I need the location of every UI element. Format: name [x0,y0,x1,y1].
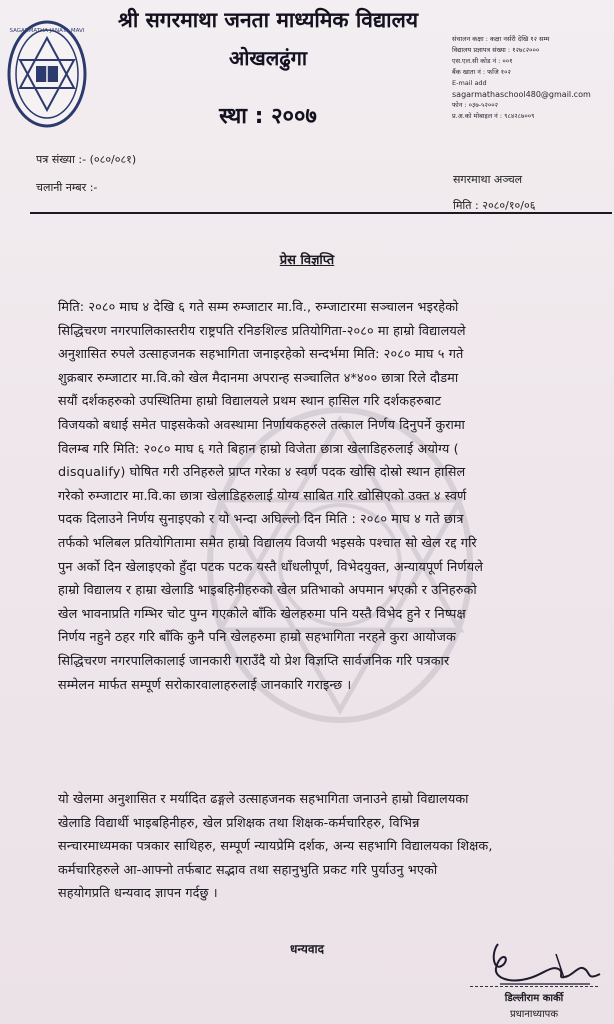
contact-phone: फोन : ०३७-५२००२ [452,101,499,109]
letter-date: मिति : २०८०/१०/०६ [453,199,536,212]
reference-number: पत्र संख्या :- (०८०/०८१) [36,153,137,166]
contact-line: विद्यालय प्रज्ञापत्र संख्या : १२७८२००० [452,46,540,54]
signatory-name: डिल्लीराम कार्की [504,993,564,1004]
paragraph-line: निर्णय नहुने ठहर गरि बाँकि कुनै पनि खेलहरुमा हाम्रो सहभागिता नरहने कुरा आयोजक [58,630,456,646]
svg-text:SAGARMATHA JANATA MAVI: SAGARMATHA JANATA MAVI [9,28,85,34]
paragraph-line: सन्चारमाध्यमका पत्रकार साथिहरु, सम्पूर्ण न्यायप्रेमि दर्शक, अन्य सहभागि विद्यालयका शिक्षक, [58,839,493,855]
header-divider [30,212,612,214]
body-paragraph-2 [58,788,566,906]
established-year: स्था : २००७ [219,104,317,129]
paragraph-line: सिद्धिचरण नगरपालिकास्तरीय राष्ट्रपति रनिङशिल्ड प्रतियोगिता-२०८० मा हाम्रो विद्यालयले [58,323,466,339]
signature-image [460,934,610,994]
contact-line: बैंक खाता नं : फजि १०२ [452,68,511,76]
contact-line: एस.एल.सी कोड नं : ००१ [452,57,513,65]
paragraph-line: गरेको रुम्जाटार मा.वि.का छात्रा खेलाडिहरुलाई योग्य साबित गरि खोसिएको उक्त ४ स्वर्ण [58,488,467,504]
contact-line: E-mail add [452,79,487,87]
contact-email: sagarmathaschool480@gmail.com [452,90,591,99]
dispatch-number: चलानी नम्बर :- [36,181,98,194]
body-paragraph-1 [58,296,566,697]
paragraph-line: सयौं दर्शकहरुको उपस्थितिमा हाम्रो विद्यालयले प्रथम स्थान हासिल गरि दर्शकहरुबाट [58,394,442,410]
press-release-title: प्रेस विज्ञप्ति [279,253,335,268]
signatory-title: प्रधानाध्यापक [509,1009,559,1020]
paragraph-line: disqualify) घोषित गरी उनिहरुले प्राप्त गरेका ४ स्वर्ण पदक खोसि दोस्रो स्थान हासिल [58,465,466,481]
paragraph-line: शुक्रबार रुम्जाटार मा.वि.को खेल मैदानमा अपरान्ह सञ्चालित ४*४०० छात्रा रिले दौडमा [58,370,459,386]
paragraph-line: विलम्ब गरि मिति: २०८० माघ ६ गते बिहान हाम्रो विजेता छात्रा खेलाडिहरुलाई अयोग्य ( [58,441,459,457]
paragraph-line: विजयको बधाई समेत पाइसकेको अवस्थामा निर्णायकहरुले तत्काल निर्णय दिनुपर्ने कुरामा [58,417,465,433]
paragraph-line: यो खेलमा अनुशासित र मर्यादित ढङ्गले उत्साहजनक सहभागिता जनाउने हाम्रो विद्यालयका [58,792,469,807]
paragraph-line: सिद्धिचरण नगरपालिकालाई जानकारी गराउँदै यो प्रेश विज्ञप्ति सार्वजनिक गरि पत्रकार [58,653,450,669]
paragraph-line: सम्मेलन मार्फत सम्पूर्ण सरोकारवालाहरुलाई जानकारि गराइन्छ । [58,677,352,693]
paragraph-line: मिति: २०८० माघ ४ देखि ६ गते सम्म रुम्जाटार मा.वि., रुम्जाटारमा सञ्चालन भइरहेको [58,300,459,315]
paragraph-line: पदक दिलाउने निर्णय सुनाइएको र यो भन्दा अघिल्लो दिन मिति : २०८० माघ ४ गते छात्र [58,512,464,528]
contact-block [452,34,612,122]
zone-label: सगरमाथा अञ्चल [453,173,523,186]
paragraph-line: सहयोगप्रति धन्यवाद ज्ञापन गर्दछु । [58,886,218,902]
paragraph-line: खेल भावनाप्रति गम्भिर चोट पुग्न गएकोले बाँकि खेलहरुमा पनि यस्तै विभेद हुने र निष्पक्ष [58,606,466,622]
school-name: श्री सगरमाथा जनता माध्यमिक विद्यालय [117,8,419,32]
paragraph-line: हाम्रो विद्यालय र हाम्रा खेलाडि भाइबहिनीहरुको खेल प्रतिभाको अपमान भएको र उनिहरुको [58,583,477,599]
school-location: ओखलढुंगा [228,46,308,70]
contact-mobile: प्र.अ.को मोबाइल नं : ९८४२८७००९ [452,112,535,120]
closing-thanks: धन्यवाद [289,942,325,956]
school-logo-seal [6,8,88,128]
paragraph-line: तर्फको भलिबल प्रतियोगितामा समेत हाम्रो विद्यालय विजयी भइसके पश्चात सो खेल रद्द गरि [58,535,477,551]
paragraph-line: अनुशासित रुपले उत्साहजनक सहभागिता जनाइरहेको सन्दर्भमा मिति: २०८० माघ ५ गते [58,347,464,363]
paragraph-line: खेलाडि विद्यार्थी भाइबहिनीहरु, खेल प्रशिक्षक तथा शिक्षक-कर्मचारिहरु, विभिन्न [58,815,420,831]
contact-line: संचालन कक्षा : कक्षा नर्सरी देखि १२ सम्म [452,35,550,43]
paragraph-line: कर्मचारिहरुले आ-आफ्नो तर्फबाट सद्भाव तथा सहानुभुति प्रकट गरि पुर्याउनु भएको [58,862,438,878]
paragraph-line: पुन अर्को दिन खेलाइएको हुँदा पटक पटक यस्तै धाँधलीपूर्ण, विभेदयुक्त, अन्यायपूर्ण निर्णयले [58,559,483,575]
signature-line [470,986,598,987]
